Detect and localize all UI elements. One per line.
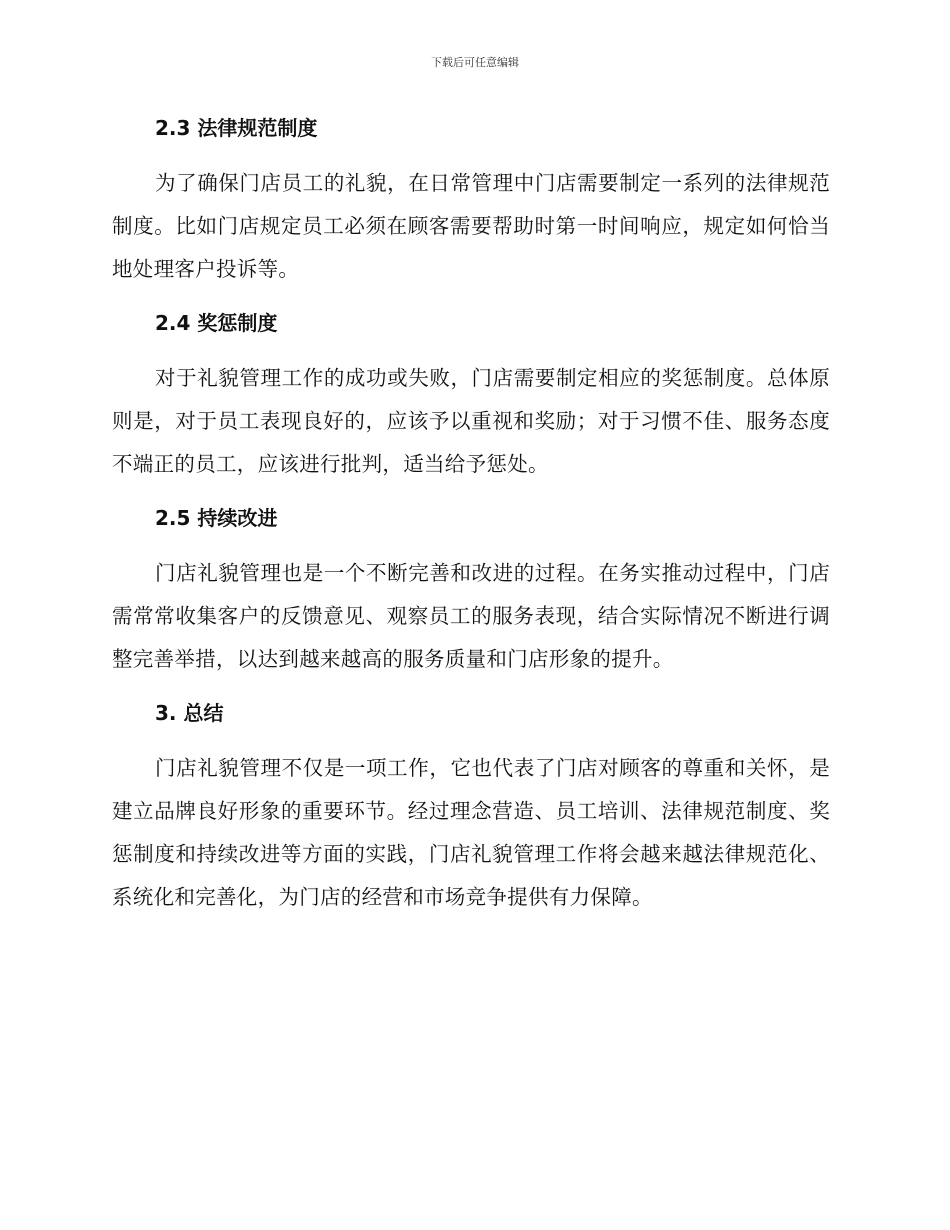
document-body bbox=[112, 108, 830, 919]
section-heading: 2.4 奖惩制度 bbox=[155, 311, 278, 335]
section-heading: 3. 总结 bbox=[155, 701, 224, 725]
section-paragraph: 为了确保门店员工的礼貌，在日常管理中门店需要制定一系列的法律规范制度。比如门店规定员工必须在顾客需要帮助时第一时间响应，规定如何恰当地处理客户投诉等。 bbox=[112, 171, 830, 281]
section-3 bbox=[112, 693, 830, 919]
section-paragraph: 对于礼貌管理工作的成功或失败，门店需要制定相应的奖惩制度。总体原则是，对于员工表现良好的，应该予以重视和奖励；对于习惯不佳、服务态度不端正的员工，应该进行批判，适当给予惩处。 bbox=[112, 366, 830, 476]
section-2-5 bbox=[112, 498, 830, 693]
section-heading: 2.3 法律规范制度 bbox=[155, 116, 318, 140]
section-heading: 2.5 持续改进 bbox=[155, 506, 278, 530]
section-paragraph: 门店礼貌管理不仅是一项工作，它也代表了门店对顾客的尊重和关怀，是建立品牌良好形象的重要环节。经过理念营造、员工培训、法律规范制度、奖惩制度和持续改进等方面的实践，门店礼貌管理工作将会越来越法律规范化、系统化和完善化，为门店的经营和市场竞争提供有力保障。 bbox=[112, 756, 830, 909]
section-paragraph: 门店礼貌管理也是一个不断完善和改进的过程。在务实推动过程中，门店需常常收集客户的反馈意见、观察员工的服务表现，结合实际情况不断进行调整完善举措，以达到越来越高的服务质量和门店形象的提升。 bbox=[112, 561, 830, 671]
section-2-4 bbox=[112, 303, 830, 498]
page-header: 下载后可任意编辑 bbox=[431, 56, 519, 69]
section-2-3 bbox=[112, 108, 830, 303]
